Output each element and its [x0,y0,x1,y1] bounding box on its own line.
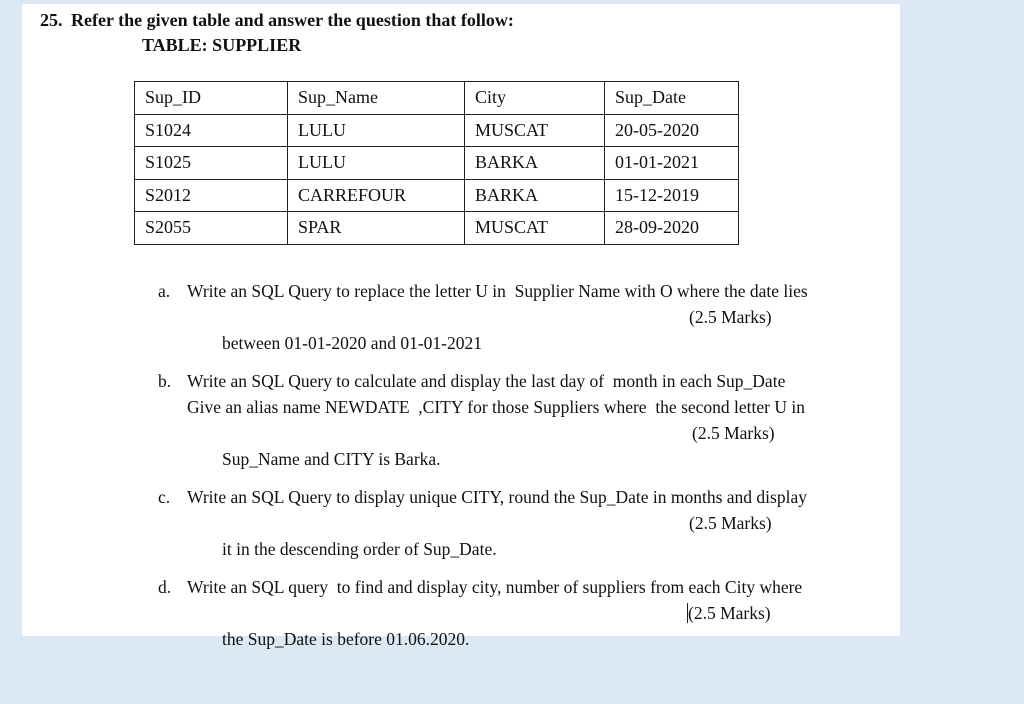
cell-sup-date: 15-12-2019 [605,179,739,212]
cell-city: MUSCAT [465,114,605,147]
question-prompt: Refer the given table and answer the question that follow: [71,10,514,30]
header-sup-id: Sup_ID [135,82,288,115]
cell-sup-name: CARREFOUR [288,179,465,212]
subquestion-letter: c. [158,487,171,507]
subquestion-letter: b. [158,371,172,391]
question-number: 25. [40,10,63,30]
subquestion-letter: a. [158,281,171,301]
subquestion-line: Write an SQL Query to replace the letter U in Supplier Name with O where the date lies [187,281,808,301]
subquestion-line: between 01-01-2020 and 01-01-2021 [222,333,483,353]
marks-wrap [687,600,771,626]
header-sup-date: Sup_Date [605,82,739,115]
marks-label: (2.5 Marks) [688,603,771,623]
table-row [135,147,739,180]
marks-label: (2.5 Marks) [692,423,775,443]
subquestion-line: the Sup_Date is before 01.06.2020. [222,629,470,649]
subquestion-line: Write an SQL Query to display unique CITY, round the Sup_Date in months and display [187,487,807,507]
table-row [135,212,739,245]
cell-sup-id: S2055 [135,212,288,245]
table-title: TABLE: SUPPLIER [142,35,302,55]
cell-sup-id: S1024 [135,114,288,147]
table-row [135,114,739,147]
cell-sup-name: SPAR [288,212,465,245]
table-header-row [135,82,739,115]
table-row [135,179,739,212]
cell-sup-name: LULU [288,114,465,147]
cell-city: BARKA [465,179,605,212]
subquestion-line: Write an SQL query to find and display city, number of suppliers from each City where [187,577,803,597]
cell-sup-id: S2012 [135,179,288,212]
cell-sup-date: 01-01-2021 [605,147,739,180]
subquestion-line-wrap [187,600,887,704]
marks-label: (2.5 Marks) [689,513,772,533]
marks-label: (2.5 Marks) [689,307,772,327]
subquestion-line: Sup_Name and CITY is Barka. [222,449,441,469]
subquestion-letter: d. [158,577,172,597]
subquestion-line: Write an SQL Query to calculate and display the last day of month in each Sup_Date [187,371,786,391]
subquestion-line: Give an alias name NEWDATE ,CITY for those Suppliers where the second letter U in [187,397,805,417]
supplier-table [134,81,739,245]
subquestion-d [158,574,887,704]
cell-city: BARKA [465,147,605,180]
cell-city: MUSCAT [465,212,605,245]
cell-sup-date: 28-09-2020 [605,212,739,245]
document-page [22,4,900,649]
cell-sup-name: LULU [288,147,465,180]
question-heading [40,10,514,31]
cell-sup-date: 20-05-2020 [605,114,739,147]
cell-sup-id: S1025 [135,147,288,180]
header-city: City [465,82,605,115]
header-sup-name: Sup_Name [288,82,465,115]
subquestion-line: it in the descending order of Sup_Date. [222,539,497,559]
